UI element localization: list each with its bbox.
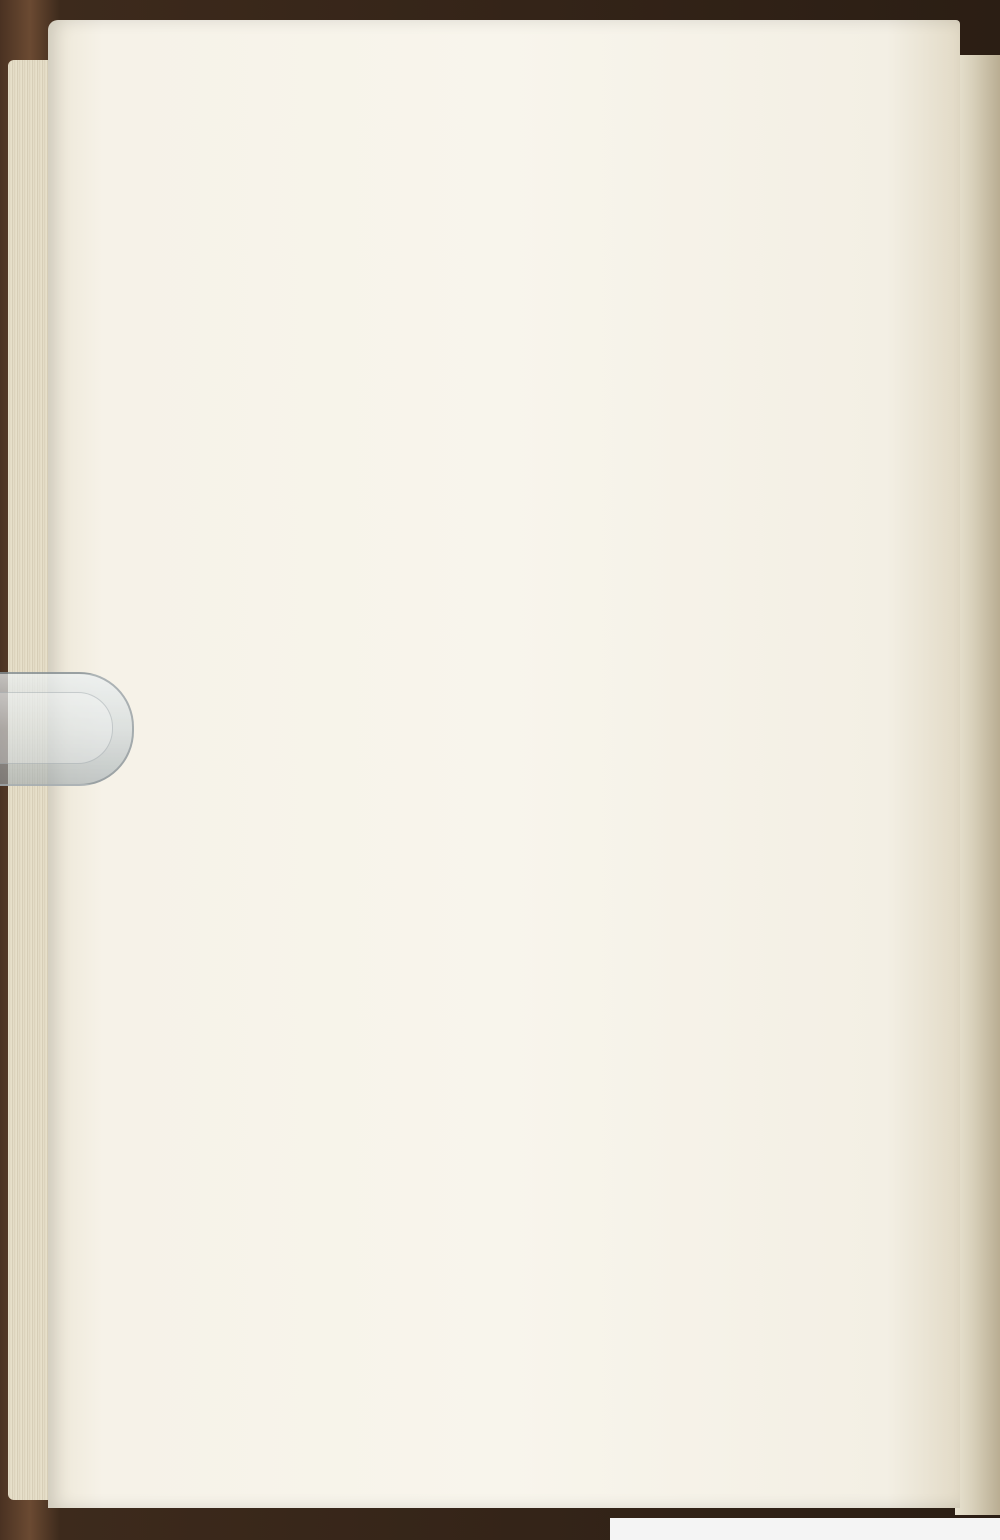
digitization-footer <box>610 1518 1000 1540</box>
facing-page-text <box>960 80 1000 880</box>
page-clip-inner <box>0 692 113 764</box>
book-page <box>48 20 960 1508</box>
